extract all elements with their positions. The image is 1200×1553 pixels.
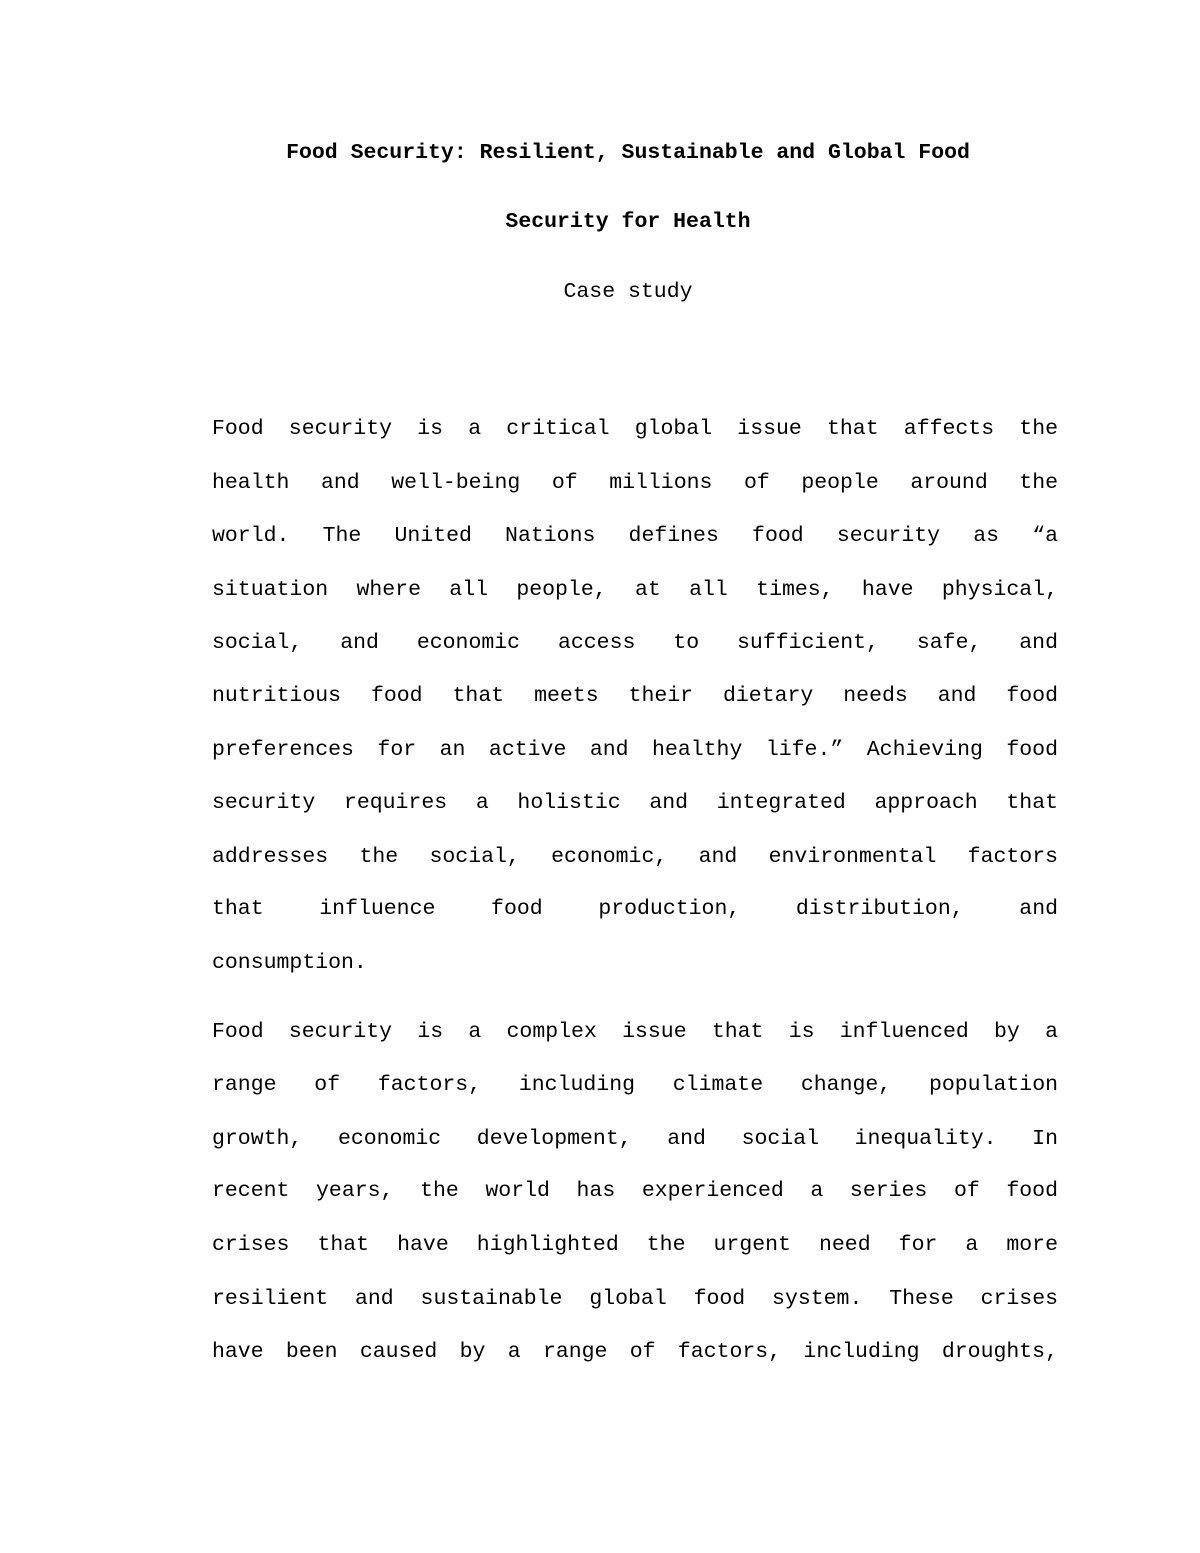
paragraph-1-line-2: health and well-being of millions of people around the <box>212 471 1058 495</box>
paragraph-2-line-4: recent years, the world has experienced a series of food <box>212 1179 1058 1203</box>
paragraph-1-line-3: world. The United Nations defines food security as “a <box>212 524 1058 548</box>
paragraph-1-line-11: consumption. <box>212 951 367 975</box>
paragraph-1-line-7: preferences for an active and healthy life.” Achieving food <box>212 738 1058 762</box>
paragraph-2-line-7: have been caused by a range of factors, including droughts, <box>212 1340 1058 1364</box>
paragraph-1-line-6: nutritious food that meets their dietary needs and food <box>212 684 1058 708</box>
paragraph-1-line-5: social, and economic access to sufficient, safe, and <box>212 631 1058 655</box>
paragraph-1-line-8: security requires a holistic and integrated approach that <box>212 791 1058 815</box>
paragraph-1-line-4: situation where all people, at all times, have physical, <box>212 578 1058 602</box>
document-title-line-1: Food Security: Resilient, Sustainable and Global Food <box>286 141 970 165</box>
document-title-line-2: Security for Health <box>505 210 751 234</box>
paragraph-1-line-9: addresses the social, economic, and environmental factors <box>212 845 1058 869</box>
document-subtitle: Case study <box>563 280 693 304</box>
paragraph-1-line-1: Food security is a critical global issue that affects the <box>212 417 1058 441</box>
paragraph-2-line-3: growth, economic development, and social inequality. In <box>212 1127 1058 1151</box>
paragraph-2-line-6: resilient and sustainable global food system. These crises <box>212 1287 1058 1311</box>
paragraph-2-line-1: Food security is a complex issue that is influenced by a <box>212 1020 1058 1044</box>
paragraph-2-line-5: crises that have highlighted the urgent need for a more <box>212 1233 1058 1257</box>
paragraph-2-line-2: range of factors, including climate change, population <box>212 1073 1058 1097</box>
paragraph-1-line-10: that influence food production, distribution, and <box>212 897 1058 921</box>
